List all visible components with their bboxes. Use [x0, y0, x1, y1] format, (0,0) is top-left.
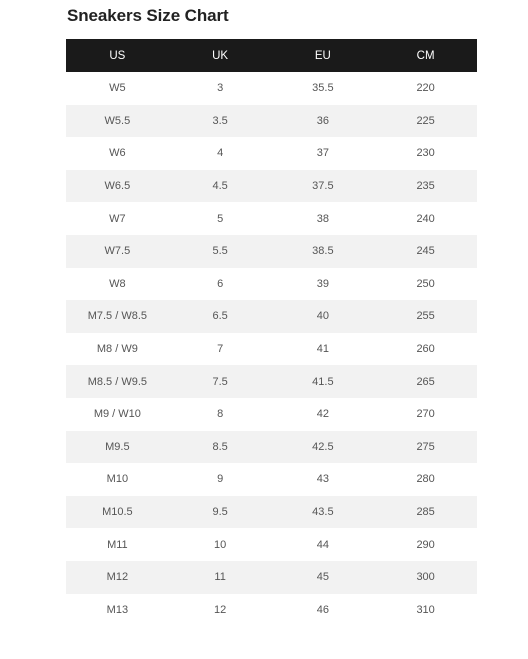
table-row — [66, 365, 477, 398]
cell-eu: 43.5 — [272, 496, 375, 529]
cell-uk: 3.5 — [169, 105, 272, 138]
cell-uk: 8 — [217, 408, 224, 421]
table-row — [66, 496, 477, 529]
table-row — [66, 300, 477, 333]
cell-uk: 4.5 — [169, 170, 272, 203]
cell-us: M10 — [106, 473, 129, 486]
cell-us: W5.5 — [66, 105, 169, 138]
table-row — [66, 202, 477, 235]
cell-cm: 240 — [416, 212, 435, 225]
table-row — [66, 137, 477, 170]
cell-cm: 260 — [416, 343, 435, 356]
cell-cm: 275 — [374, 431, 477, 464]
cell-us: W7 — [109, 212, 126, 225]
cell-us: M7.5 / W8.5 — [66, 300, 169, 333]
cell-cm: 280 — [416, 473, 435, 486]
cell-cm: 265 — [374, 365, 477, 398]
cell-eu: 37.5 — [272, 170, 375, 203]
cell-eu: 36 — [272, 105, 375, 138]
column-header-eu: EU — [272, 39, 375, 72]
cell-cm: 225 — [374, 105, 477, 138]
table-row — [66, 528, 477, 561]
column-header-us: US — [66, 39, 169, 72]
cell-eu: 35.5 — [312, 82, 334, 95]
cell-eu: 41.5 — [272, 365, 375, 398]
cell-us: M9 / W10 — [93, 408, 141, 421]
cell-eu: 40 — [272, 300, 375, 333]
cell-uk: 6 — [217, 277, 224, 290]
cell-eu: 38.5 — [272, 235, 375, 268]
table-row — [66, 235, 477, 268]
cell-cm: 230 — [416, 147, 435, 160]
table-row — [66, 105, 477, 138]
cell-eu: 46 — [316, 603, 329, 616]
cell-uk: 5.5 — [169, 235, 272, 268]
table-row — [66, 431, 477, 464]
table-row — [66, 463, 477, 496]
table-row — [66, 561, 477, 594]
cell-cm: 270 — [416, 408, 435, 421]
table-row — [66, 594, 477, 627]
column-header-cm: CM — [374, 39, 477, 72]
cell-cm: 245 — [374, 235, 477, 268]
table-header-row — [66, 39, 477, 72]
cell-uk: 5 — [217, 212, 224, 225]
cell-uk: 11 — [169, 561, 272, 594]
cell-uk: 8.5 — [169, 431, 272, 464]
table-row — [66, 268, 477, 301]
cell-us: W6 — [109, 147, 126, 160]
cell-cm: 285 — [374, 496, 477, 529]
cell-us: W7.5 — [66, 235, 169, 268]
cell-eu: 38 — [316, 212, 329, 225]
cell-eu: 41 — [316, 343, 329, 356]
cell-eu: 42 — [316, 408, 329, 421]
page-title: Sneakers Size Chart — [67, 6, 229, 25]
cell-us: M13 — [106, 603, 129, 616]
cell-eu: 44 — [316, 538, 329, 551]
table-row — [66, 398, 477, 431]
table-row — [66, 170, 477, 203]
cell-us: W8 — [109, 277, 126, 290]
table-row — [66, 72, 477, 105]
cell-us: M11 — [107, 538, 128, 551]
cell-uk: 10 — [214, 538, 227, 551]
cell-cm: 235 — [374, 170, 477, 203]
cell-cm: 310 — [416, 603, 435, 616]
cell-us: M8 / W9 — [96, 343, 138, 356]
cell-uk: 4 — [217, 147, 224, 160]
cell-uk: 6.5 — [169, 300, 272, 333]
cell-eu: 39 — [316, 277, 329, 290]
cell-cm: 300 — [374, 561, 477, 594]
cell-us: W5 — [109, 82, 126, 95]
cell-uk: 7 — [217, 343, 224, 356]
cell-eu: 43 — [316, 473, 329, 486]
cell-us: M12 — [66, 561, 169, 594]
column-header-uk: UK — [169, 39, 272, 72]
cell-us: W6.5 — [66, 170, 169, 203]
cell-us: M10.5 — [66, 496, 169, 529]
cell-uk: 9 — [217, 473, 224, 486]
cell-eu: 37 — [316, 147, 329, 160]
size-chart-table — [66, 39, 477, 626]
cell-cm: 220 — [416, 82, 435, 95]
cell-us: M9.5 — [66, 431, 169, 464]
cell-uk: 3 — [217, 82, 224, 95]
table-body — [66, 72, 477, 626]
cell-cm: 290 — [416, 538, 435, 551]
cell-us: M8.5 / W9.5 — [66, 365, 169, 398]
table-row — [66, 333, 477, 366]
cell-uk: 9.5 — [169, 496, 272, 529]
cell-cm: 255 — [374, 300, 477, 333]
cell-uk: 12 — [214, 603, 227, 616]
cell-uk: 7.5 — [169, 365, 272, 398]
cell-eu: 42.5 — [272, 431, 375, 464]
cell-cm: 250 — [416, 277, 435, 290]
cell-eu: 45 — [272, 561, 375, 594]
